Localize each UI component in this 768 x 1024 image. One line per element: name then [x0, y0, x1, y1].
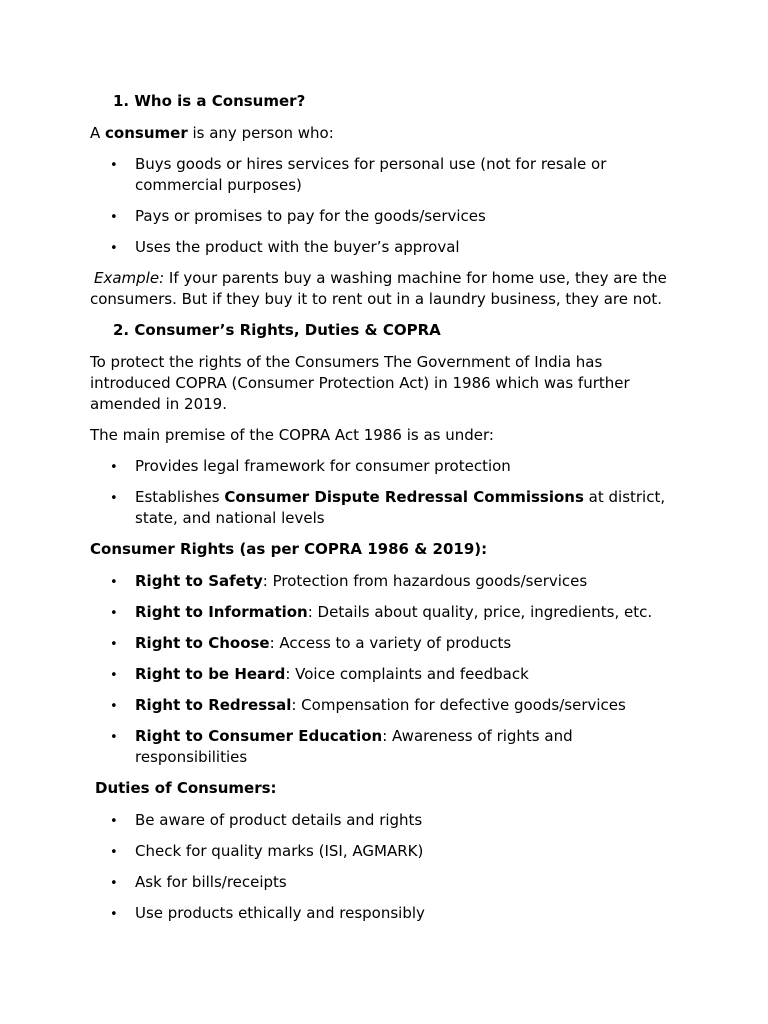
example-line-2: consumers. But if they buy it to rent out in a laundry business, they are not.: [90, 290, 663, 308]
example-text: If your parents buy a washing machine for home use, they are the: [164, 269, 667, 287]
bullet-text: Provides legal framework for consumer protection: [135, 457, 511, 475]
copra-paragraph-line-2: introduced COPRA (Consumer Protection Act) in 1986 which was further: [90, 374, 630, 392]
bullet-text: Uses the product with the buyer’s approval: [135, 238, 460, 256]
bullet-text: [135, 487, 665, 508]
bullet-glyph: •: [110, 241, 118, 256]
section-1-number: 1.: [113, 92, 130, 110]
bullet-text-continued: commercial purposes): [135, 176, 302, 194]
duties-heading: Duties of Consumers:: [95, 779, 277, 797]
bullet-glyph: •: [110, 668, 118, 683]
example-label: Example:: [94, 269, 165, 287]
bullet-glyph: •: [110, 460, 118, 475]
right-description: : Access to a variety of products: [269, 634, 512, 652]
right-description: : Compensation for defective goods/services: [291, 696, 626, 714]
example-line-1: [94, 268, 667, 289]
right-description: : Voice complaints and feedback: [285, 665, 529, 683]
right-description-continued: responsibilities: [135, 748, 248, 766]
intro-suffix: is any person who:: [187, 124, 334, 142]
bullet-glyph: •: [110, 606, 118, 621]
bullet-text: Buys goods or hires services for personal use (not for resale or: [135, 155, 607, 173]
right-item: [135, 695, 626, 716]
section-1-heading: [113, 91, 305, 112]
bullet-glyph: •: [110, 491, 118, 506]
intro-prefix: A: [90, 124, 106, 142]
bullet-glyph: •: [110, 158, 118, 173]
bullet-glyph: •: [110, 575, 118, 590]
rights-heading: Consumer Rights (as per COPRA 1986 & 2019):: [90, 540, 488, 558]
intro-bold-term: consumer: [105, 124, 188, 142]
right-description: : Details about quality, price, ingredients, etc.: [307, 603, 653, 621]
bullet-glyph: •: [110, 814, 118, 829]
bullet-suffix: at district,: [583, 488, 666, 506]
bullet-glyph: •: [110, 210, 118, 225]
bullet-glyph: •: [110, 845, 118, 860]
section-2-title: Consumer’s Rights, Duties & COPRA: [134, 321, 441, 339]
section-2-heading: [113, 320, 441, 341]
duty-text: Use products ethically and responsibly: [135, 904, 425, 922]
premise-text: The main premise of the COPRA Act 1986 is as under:: [90, 426, 494, 444]
right-item: [135, 602, 652, 623]
right-name: Right to Information: [135, 603, 308, 621]
bullet-glyph: •: [110, 637, 118, 652]
right-name: Right to Safety: [135, 572, 263, 590]
right-name: Right to Choose: [135, 634, 270, 652]
section-1-title: Who is a Consumer?: [134, 92, 306, 110]
right-item: [135, 571, 587, 592]
right-description: : Awareness of rights and: [382, 727, 573, 745]
section-2-number: 2.: [113, 321, 130, 339]
duty-text: Ask for bills/receipts: [135, 873, 287, 891]
duty-text: Check for quality marks (ISI, AGMARK): [135, 842, 424, 860]
bullet-glyph: •: [110, 699, 118, 714]
bullet-text: Pays or promises to pay for the goods/services: [135, 207, 486, 225]
bullet-glyph: •: [110, 876, 118, 891]
right-name: Right to be Heard: [135, 665, 286, 683]
duty-text: Be aware of product details and rights: [135, 811, 423, 829]
bullet-glyph: •: [110, 907, 118, 922]
copra-paragraph-line-3: amended in 2019.: [90, 395, 227, 413]
right-item: [135, 726, 573, 747]
bullet-glyph: •: [110, 730, 118, 745]
copra-paragraph-line-1: To protect the rights of the Consumers The Government of India has: [90, 353, 603, 371]
right-item: [135, 633, 511, 654]
right-name: Right to Redressal: [135, 696, 292, 714]
consumer-definition: [90, 123, 334, 144]
bullet-bold-term: Consumer Dispute Redressal Commissions: [224, 488, 584, 506]
right-item: [135, 664, 529, 685]
right-name: Right to Consumer Education: [135, 727, 383, 745]
bullet-text-continued: state, and national levels: [135, 509, 325, 527]
right-description: : Protection from hazardous goods/services: [262, 572, 588, 590]
bullet-prefix: Establishes: [135, 488, 225, 506]
